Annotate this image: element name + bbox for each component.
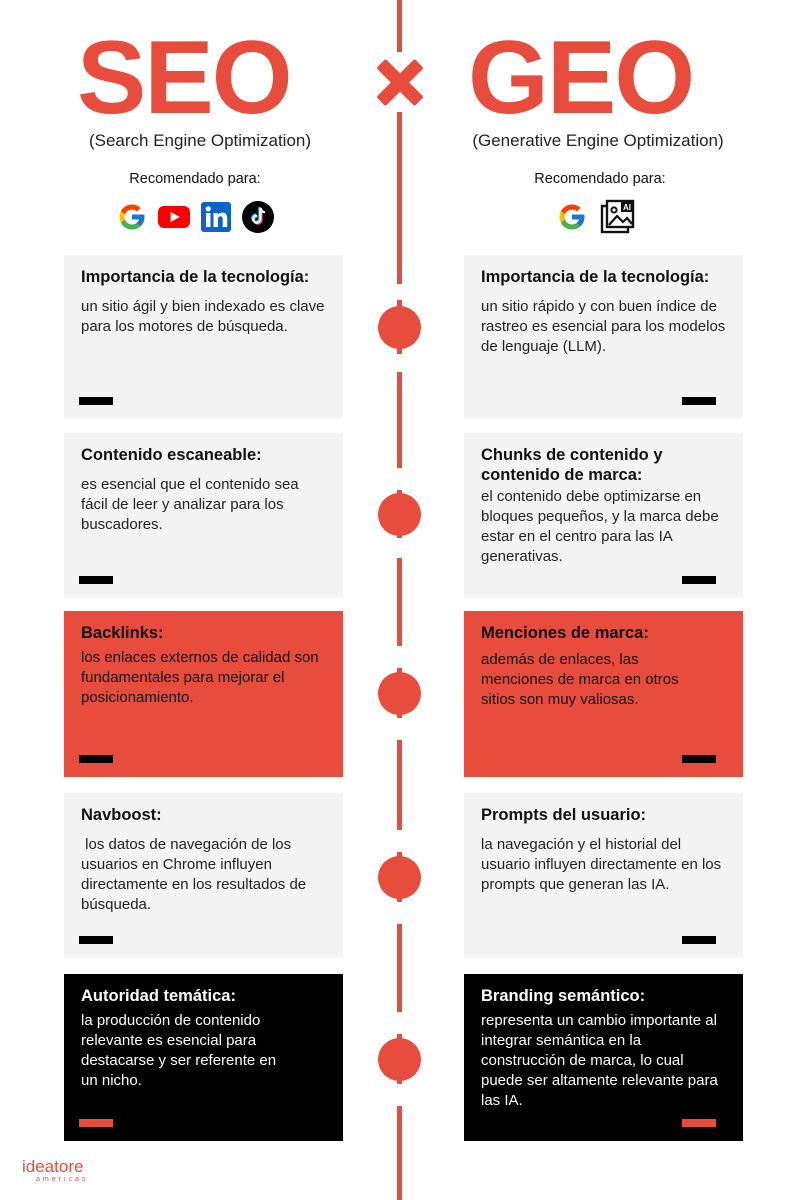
card-title: Backlinks: bbox=[81, 624, 164, 642]
timeline-gap bbox=[392, 354, 407, 372]
card-dash bbox=[79, 397, 113, 405]
card-title: Importancia de la tecnología: bbox=[481, 268, 710, 286]
card-title: Navboost: bbox=[81, 806, 162, 824]
card-text: un sitio rápido y con buen índice de rastreo es esencial para los modelos de lenguaje (LLM). bbox=[481, 298, 726, 355]
linkedin-icon bbox=[200, 201, 232, 233]
card-text: además de enlaces, las menciones de marca en otros sitios son muy valiosas. bbox=[481, 651, 679, 708]
card-dash bbox=[79, 1119, 113, 1127]
card-dash bbox=[79, 576, 113, 584]
card-text: representa un cambio importante al integrar semántica en la construcción de marca, lo cual puede ser altamente relevante para las IA. bbox=[481, 1012, 718, 1109]
seo-card-backlinks bbox=[64, 611, 343, 777]
seo-subtitle: (Search Engine Optimization) bbox=[88, 131, 312, 150]
card-text: la producción de contenido relevante es esencial para destacarse y ser referente en un nicho. bbox=[81, 1012, 277, 1089]
timeline-gap bbox=[392, 284, 407, 300]
card-title: Autoridad temática: bbox=[81, 987, 236, 1005]
ai-image-icon bbox=[598, 198, 638, 236]
timeline-gap bbox=[392, 1012, 407, 1034]
card-text: los enlaces externos de calidad son fundamentales para mejorar el posicionamiento. bbox=[81, 649, 319, 706]
timeline-gap bbox=[392, 646, 407, 668]
timeline-dot bbox=[378, 856, 421, 899]
card-text: un sitio ágil y bien indexado es clave para los motores de búsqueda. bbox=[81, 298, 325, 335]
geo-card-menciones bbox=[464, 611, 743, 777]
card-title: Prompts del usuario: bbox=[481, 806, 647, 824]
seo-platform-icons bbox=[116, 200, 274, 234]
logo-text: ideatore bbox=[22, 1157, 84, 1176]
geo-subtitle: (Generative Engine Optimization) bbox=[472, 131, 724, 150]
ideatore-logo bbox=[22, 1158, 112, 1184]
card-dash bbox=[79, 755, 113, 763]
card-text: los datos de navegación de los usuarios en Chrome influyen directamente en los resultados de búsqueda. bbox=[81, 836, 311, 913]
timeline-dot bbox=[378, 493, 421, 536]
google-icon bbox=[556, 201, 588, 233]
seo-card-tecnologia bbox=[64, 255, 343, 419]
timeline-dot bbox=[378, 672, 421, 715]
card-dash bbox=[682, 397, 716, 405]
card-dash bbox=[682, 936, 716, 944]
tiktok-icon bbox=[242, 201, 274, 233]
card-text: el contenido debe optimizarse en bloques pequeños, y la marca debe estar en el centro para las IA generativas. bbox=[481, 488, 719, 565]
timeline-gap bbox=[392, 538, 407, 558]
card-title: Chunks de contenido y contenido de marca: bbox=[481, 446, 663, 484]
seo-title: SEO bbox=[77, 20, 291, 136]
timeline-gap bbox=[392, 1084, 407, 1106]
timeline-gap bbox=[392, 468, 407, 490]
card-dash bbox=[682, 576, 716, 584]
seo-recommended-label: Recomendado para: bbox=[129, 171, 261, 187]
seo-card-navboost bbox=[64, 793, 343, 958]
timeline-gap bbox=[392, 902, 407, 924]
geo-card-prompts bbox=[464, 793, 743, 958]
geo-recommended-label: Recomendado para: bbox=[534, 171, 666, 187]
geo-card-tecnologia bbox=[464, 255, 743, 419]
timeline-gap bbox=[392, 718, 407, 740]
google-icon bbox=[116, 201, 148, 233]
card-title: Menciones de marca: bbox=[481, 624, 649, 642]
geo-card-branding bbox=[464, 974, 743, 1141]
card-title: Branding semántico: bbox=[481, 987, 646, 1005]
seo-card-contenido bbox=[64, 433, 343, 598]
card-text: la navegación y el historial del usuario influyen directamente en los prompts que generan las IA. bbox=[481, 836, 722, 893]
card-text: es esencial que el contenido sea fácil de leer y analizar para los buscadores. bbox=[81, 476, 299, 533]
card-title: Contenido escaneable: bbox=[81, 446, 262, 464]
seo-card-autoridad bbox=[64, 974, 343, 1141]
card-dash bbox=[682, 1119, 716, 1127]
timeline-dot bbox=[378, 1038, 421, 1081]
geo-card-chunks bbox=[464, 433, 743, 598]
logo-subtext: americas bbox=[36, 1176, 89, 1183]
timeline-gap bbox=[392, 830, 407, 852]
times-icon bbox=[370, 52, 430, 112]
youtube-icon bbox=[158, 201, 190, 233]
geo-title: GEO bbox=[468, 20, 694, 136]
card-dash bbox=[79, 936, 113, 944]
card-dash bbox=[682, 755, 716, 763]
card-title: Importancia de la tecnología: bbox=[81, 268, 310, 286]
timeline-dot bbox=[378, 306, 421, 349]
geo-platform-icons bbox=[556, 200, 638, 234]
ai-badge-label: AI bbox=[623, 203, 631, 213]
